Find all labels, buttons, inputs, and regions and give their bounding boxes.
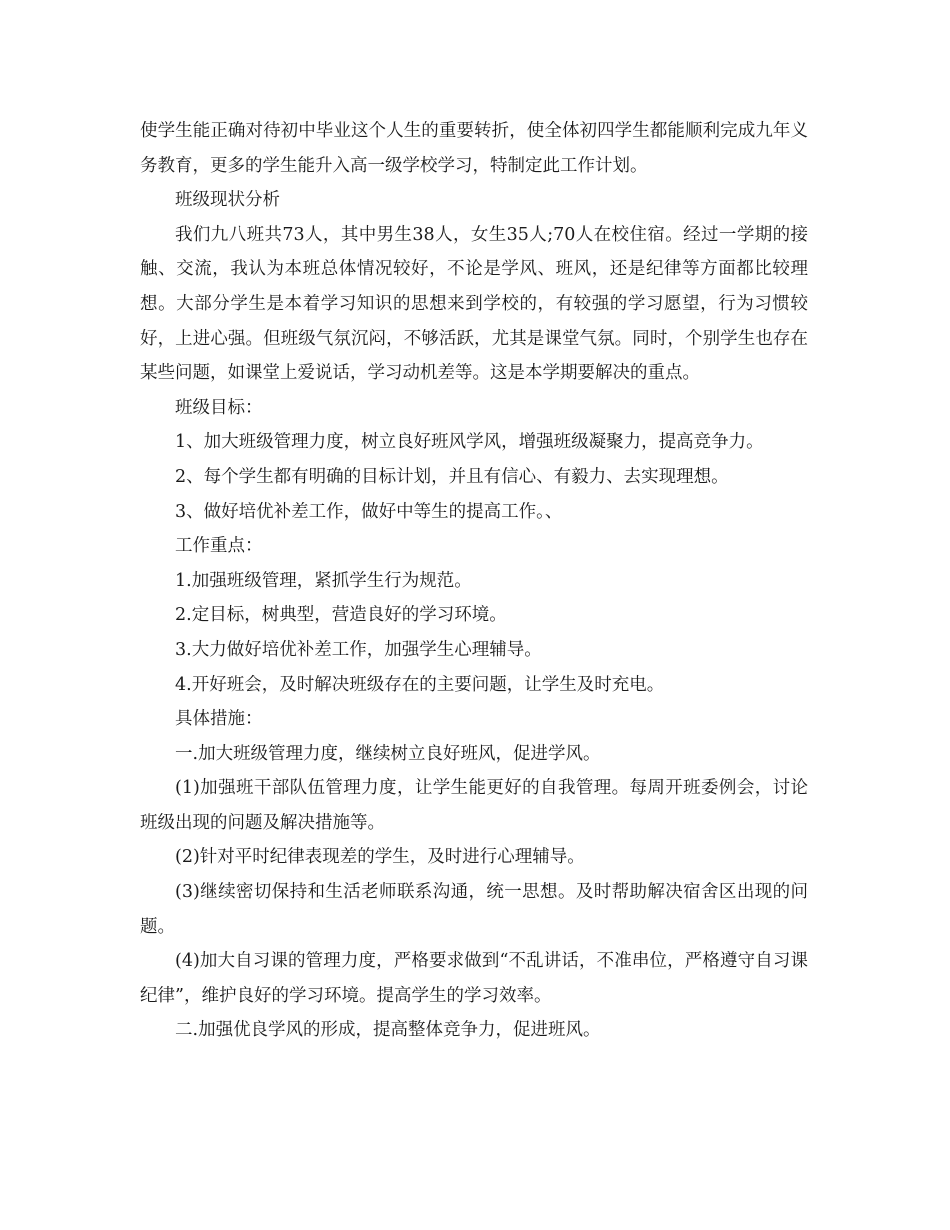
paragraph-class-status: 我们九八班共73人，其中男生38人，女生35人;70人在校住宿。经过一学期的接触、交流，我认为本班总体情况较好，不论是学风、班风，还是纪律等方面都比较理想。大部分学生是本着学习知识的思想来到学校的，有较强的学习愿望，行为习惯较好，上进心强。但班级气氛沉闷，不够活跃，尤其是课堂气氛。同时，个别学生也存在某些问题，如课堂上爱说话，学习动机差等。这是本学期要解决的重点。 [140, 224, 808, 384]
measure-item-2: (2)针对平时纪律表现差的学生，及时进行心理辅导。 [175, 847, 585, 868]
goal-item-1: 1、加大班级管理力度，树立良好班风学风，增强班级凝聚力，提高竞争力。 [175, 432, 764, 453]
measure-section-2: 二.加强优良学风的形成，提高整体竞争力，促进班风。 [175, 1020, 601, 1041]
heading-work-focus: 工作重点： [175, 536, 263, 557]
focus-item-4: 4.开好班会，及时解决班级存在的主要问题，让学生及时充电。 [175, 674, 665, 695]
heading-measures: 具体措施： [175, 709, 263, 730]
measure-item-1: (1)加强班干部队伍管理力度，让学生能更好的自我管理。每周开班委例会，讨论班级出现的问题及解决措施等。 [140, 778, 808, 833]
heading-class-goals: 班级目标： [175, 397, 263, 418]
goal-item-2: 2、每个学生都有明确的目标计划，并且有信心、有毅力、去实现理想。 [175, 466, 729, 487]
measure-section-1: 一.加大班级管理力度，继续树立良好班风，促进学风。 [175, 743, 601, 764]
measure-item-4: (4)加大自习课的管理力度，严格要求做到“不乱讲话，不准串位，严格遵守自习课纪律”，维护良好的学习环境。提高学生的学习效率。 [140, 951, 808, 1006]
goal-item-3: 3、做好培优补差工作，做好中等生的提高工作。、 [175, 501, 563, 522]
paragraph-intro-continuation: 使学生能正确对待初中毕业这个人生的重要转折，使全体初四学生都能顺利完成九年义务教育，更多的学生能升入高一级学校学习，特制定此工作计划。 [140, 121, 808, 176]
document-body [140, 114, 808, 1048]
heading-class-status: 班级现状分析 [175, 190, 280, 211]
focus-item-2: 2.定目标，树典型，营造良好的学习环境。 [175, 605, 507, 626]
focus-item-3: 3.大力做好培优补差工作，加强学生心理辅导。 [175, 639, 542, 660]
measure-item-3: (3)继续密切保持和生活老师联系沟通，统一思想。及时帮助解决宿舍区出现的问题。 [140, 882, 808, 937]
focus-item-1: 1.加强班级管理，紧抓学生行为规范。 [175, 570, 472, 591]
